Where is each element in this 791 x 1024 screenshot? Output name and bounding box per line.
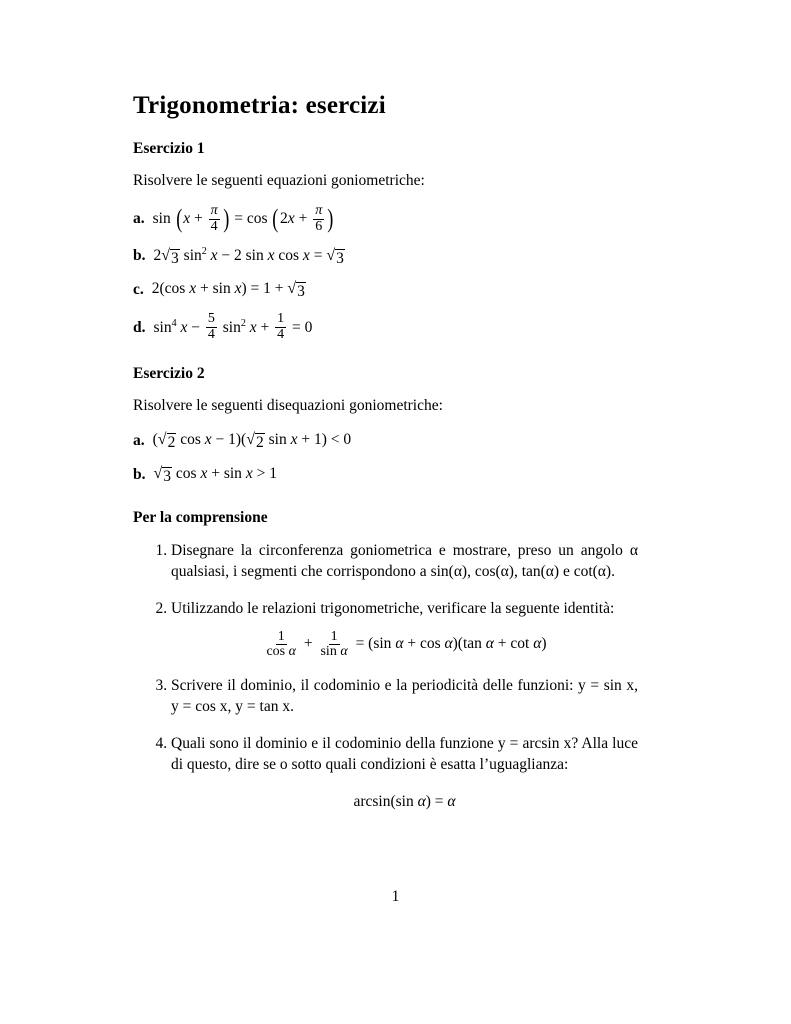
exercise-2-heading: Esercizio 2 <box>133 364 205 382</box>
arcsin-formula: arcsin(sin α ) = α <box>353 792 456 810</box>
exercise-2 <box>133 365 638 487</box>
inequality-a: a. ( √ 2 cos x − 1)( √ 2 sin x + 1) < 0 <box>133 430 352 451</box>
exercise-1-intro: Risolvere le seguenti equazioni goniometriche: <box>133 172 425 189</box>
inequality-label: b. <box>133 465 146 483</box>
equation-label: d. <box>133 318 146 336</box>
equation-b: b. 2 √ 3 $\sin^2 x - 2$ sin x cos x = √ 3 <box>133 245 344 267</box>
page-title: Trigonometria: esercizi <box>133 92 386 119</box>
list-item: 4. Quali sono il dominio e il codominio della funzione y = arcsin x? Alla luce di questo, dire se o sotto quali condizioni è esatta l’uguaglianza: arcsin(sin α ) = α <box>171 734 638 813</box>
exercise-2-intro: Risolvere le seguenti disequazioni goniometriche: <box>133 396 443 414</box>
equation-label: c. <box>133 281 144 299</box>
exercise-1-heading: Esercizio 1 <box>133 140 205 157</box>
list-item: 3. Scrivere il dominio, il codominio e la periodicità delle funzioni: y = sin x, y = cos x, y = tan x. <box>171 676 638 718</box>
comprehension-list <box>133 541 638 813</box>
document-page <box>133 92 638 835</box>
equation-d: d. $\sin^4 x$ − $\frac{5}{4}$ $\sin^2 x$ + $\frac{1}{4}$ = 0 <box>133 311 313 343</box>
equation-label: b. <box>133 247 146 265</box>
page-number: 1 <box>391 888 400 905</box>
comprehension <box>133 509 638 813</box>
list-item: 1. Disegnare la circonferenza goniometrica e mostrare, preso un angolo α qualsiasi, i segmenti che corrispondono a sin(α), cos(α), tan(α) e cot(α). <box>171 541 638 583</box>
identity-formula: $\frac{1}{\text{cos α}}$ + $\frac{1}{\text{sin α}}$ = (sin α + cos α )(tan α + cot α ) <box>266 628 547 660</box>
equation-a: a. sin ( x + $\frac{\pi}{4}$ ) = cos ( 2 x + $\frac{\pi}{6}$ ) <box>133 203 334 234</box>
exercise-1 <box>133 140 638 343</box>
list-item: 2. Utilizzando le relazioni trigonometriche, verificare la seguente identità: $\frac{1}{\text{cos α}}$ + $\frac{1}{\text{sin α}}$ = (sin α + cos α )(tan α + cot α ) <box>171 599 638 660</box>
equation-c: c. 2(cos x + sin x) = 1 + √ 3 <box>133 280 305 301</box>
equation-label: a. <box>133 210 145 228</box>
inequality-label: a. <box>133 431 145 449</box>
inequality-b: b. √ 3 cos x + sin x > 1 <box>133 464 277 485</box>
comprehension-heading: Per la comprensione <box>133 508 268 526</box>
